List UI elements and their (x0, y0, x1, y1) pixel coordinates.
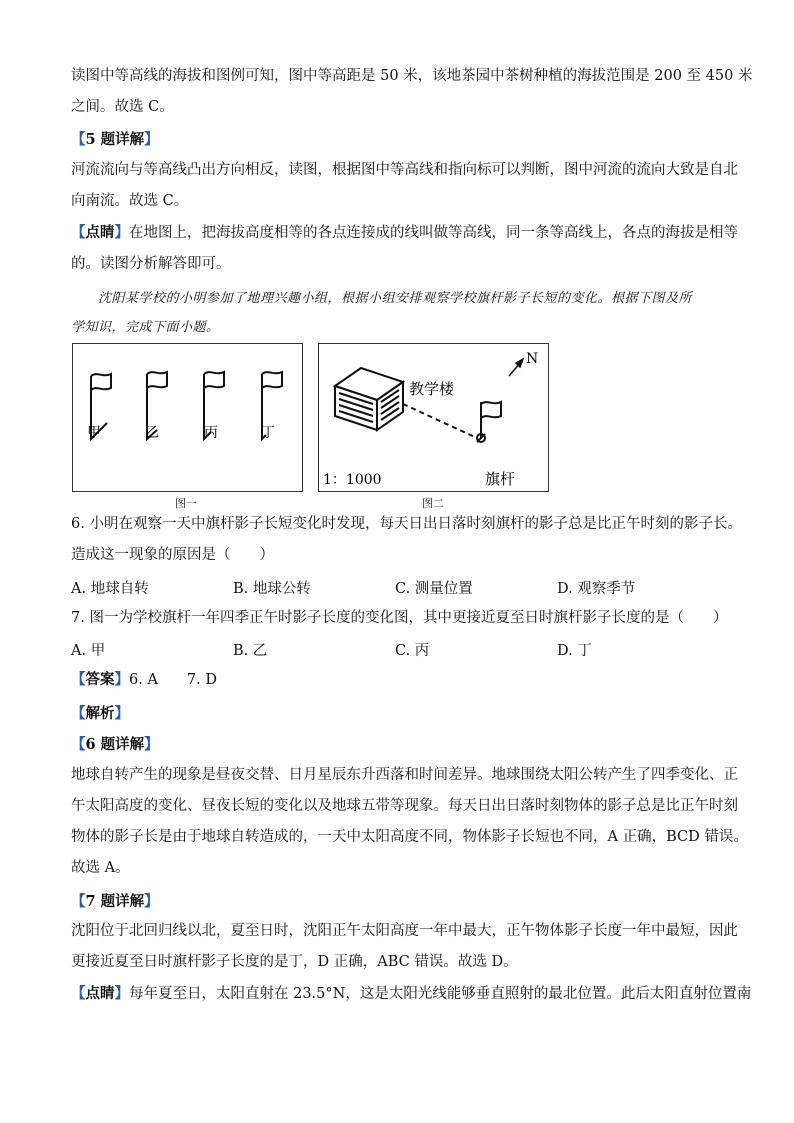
text-line: 故选 A。 (71, 860, 130, 876)
figure-two (318, 343, 549, 492)
flag-jia (91, 374, 111, 390)
question-six-stem: 造成这一现象的原因是（ ） (71, 547, 274, 563)
question-seven-stem: 7. 图一为学校旗杆一年四季正午时影子长度的变化图，其中更接近夏至日时旗杆影子长度的是（ ） (71, 610, 728, 626)
q6-detail-heading: 【6 题详解】 (71, 736, 159, 753)
text-line: 地球自转产生的现象是昼夜交替、日月星辰东升西落和时间差异。地球围绕太阳公转产生了四季变化、正 (71, 767, 738, 783)
flag-yi (147, 372, 167, 388)
distance-dashed-line (403, 404, 477, 438)
flag-bing (204, 372, 224, 388)
map-scale: 1：1000 (323, 472, 382, 488)
figure-two-caption: 图二 (422, 497, 444, 510)
text-line: 河流流向与等高线凸出方向相反，读图，根据图中等高线和指向标可以判断，图中河流的流向大致是自北 (71, 162, 738, 178)
text-line: 向南流。故选 C。 (71, 193, 189, 209)
q7-option-b: B. 乙 (233, 643, 268, 659)
flag-ding (262, 372, 282, 388)
q7-detail-heading: 【7 题详解】 (71, 893, 159, 910)
flagpole-label: 旗杆 (485, 470, 516, 488)
q7-option-a: A. 甲 (71, 643, 106, 659)
q6-option-d: D. 观察季节 (557, 581, 636, 597)
text-line: 午太阳高度的变化、昼夜长短的变化以及地球五带等现象。每天日出日落时刻物体的影子总是比正午时刻 (71, 798, 738, 814)
figure-one-caption: 图一 (175, 497, 197, 510)
flagpole-icon (477, 402, 501, 442)
figure-one (72, 343, 303, 492)
text-line: 沈阳位于北回归线以北，夏至日时，沈阳正午太阳高度一年中最大，正午物体影子长度一年中最短，因此 (71, 923, 738, 939)
text-line: 的。读图分析解答即可。 (71, 256, 231, 272)
label-ding: 丁 (261, 425, 275, 441)
label-yi: 乙 (145, 425, 159, 441)
dianjing-paragraph: 【点睛】在地图上，把海拔高度相等的各点连接成的线叫做等高线，同一条等高线上，各点的海拔是相等 (71, 224, 738, 241)
building-label: 教学楼 (409, 380, 455, 398)
intro-line: 沈阳某学校的小明参加了地理兴趣小组，根据小组安排观察学校旗杆影子长短的变化。根据下图及所 (98, 291, 693, 306)
q7-option-c: C. 丙 (395, 643, 430, 659)
north-label: N (526, 351, 539, 367)
intro-line: 学知识，完成下面小题。 (71, 320, 220, 335)
q6-option-b: B. 地球公转 (233, 581, 311, 597)
answer-line: 【答案】6. A 7. D (71, 671, 217, 688)
text-line: 之间。故选 C。 (71, 99, 174, 115)
dianjing-paragraph: 【点睛】每年夏至日，太阳直射在 23.5°N，这是太阳光线能够垂直照射的最北位置。此后太阳直射位置南 (71, 985, 752, 1002)
north-arrow-icon (509, 359, 523, 376)
label-jia: 甲 (87, 425, 101, 441)
section-heading-text: 【5 题详解】 (71, 131, 159, 148)
q6-option-c: C. 测量位置 (395, 581, 473, 597)
analysis-heading: 【解析】 (71, 705, 129, 722)
text-line: 物体的影子长是由于地球自转造成的，一天中太阳高度不同，物体影子长短也不同，A 正确，BCD 错误。 (71, 829, 748, 845)
label-bing: 丙 (204, 425, 218, 441)
campus-map-diagram (319, 344, 548, 491)
text-line: 读图中等高线的海拔和图例可知，图中等高距是 50 米，该地茶园中茶树种植的海拔范围是 200 至 450 米 (71, 68, 753, 84)
text-line: 更接近夏至日时旗杆影子长度的是丁，D 正确，ABC 错误。故选 D。 (71, 954, 518, 970)
q6-option-a: A. 地球自转 (71, 581, 149, 597)
flag-shadow-diagram (73, 344, 302, 491)
q7-option-d: D. 丁 (557, 643, 592, 659)
question-six-stem: 6. 小明在观察一天中旗杆影子长短变化时发现，每天日出日落时刻旗杆的影子总是比正午时刻的影子长。 (71, 516, 742, 532)
